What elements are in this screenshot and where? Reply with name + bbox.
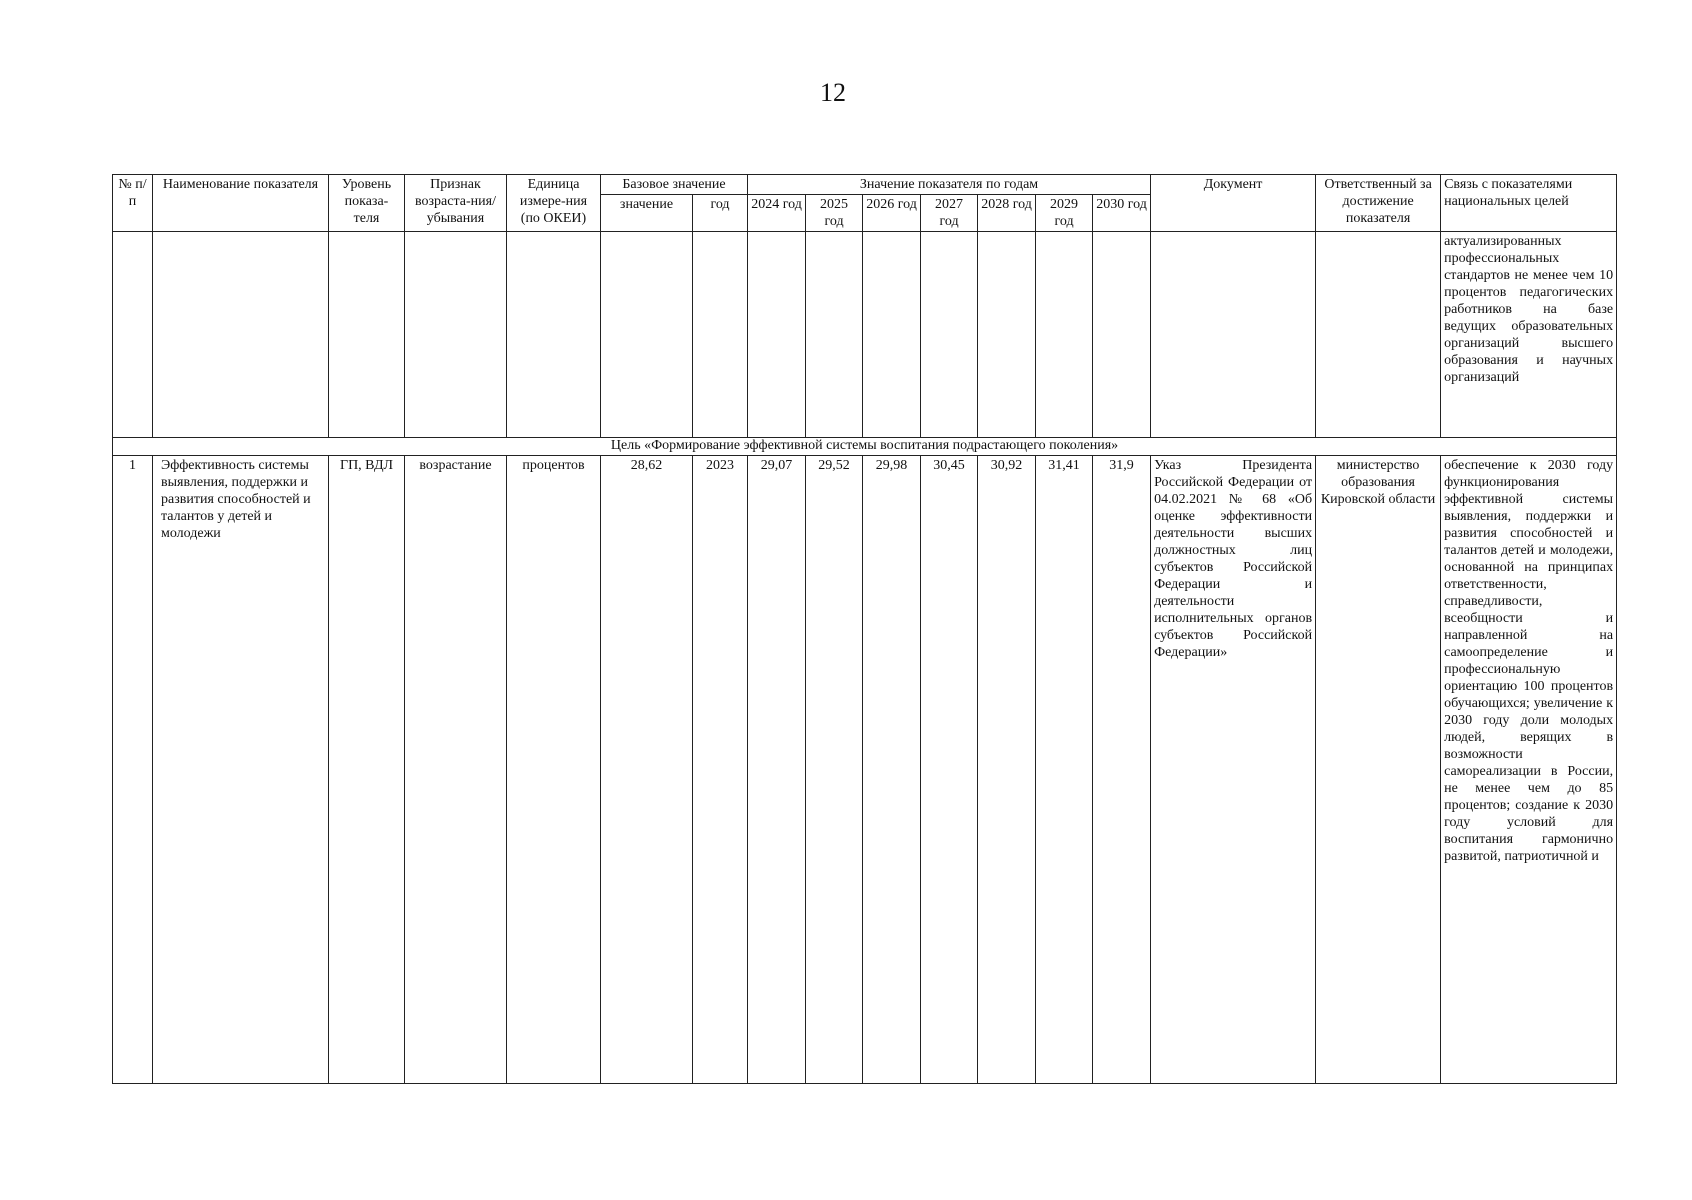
indicator-level: ГП, ВДЛ [329,456,405,1084]
table-row [113,456,1617,1084]
empty-cell [806,232,863,438]
continuation-link-text: актуализированных профессиональных стандартов не менее чем 10 процентов педагогических работников на базе ведущих образовательных организаций высшего образования и научных организаций [1441,232,1617,438]
header-year-2028: 2028 год [978,195,1036,232]
empty-cell [113,232,153,438]
value-2029: 31,41 [1036,456,1093,1084]
indicator-link: обеспечение к 2030 году функционирования эффективной системы выявления, поддержки и развития способностей и талантов детей и молодежи, основанной на принципах ответственности, справедливости, всеобщности и направленной на самоопределение и профессиональную ориентацию 100 процентов обучающихся; увеличение к 2030 году доли молодых людей, верящих в возможности самореализации в России, не менее чем до 85 процентов; создание к 2030 году условий для воспитания гармонично развитой, патриотичной и [1441,456,1617,1084]
goal-title: Цель «Формирование эффективной системы воспитания подрастающего поколения» [113,438,1617,456]
value-2026: 29,98 [863,456,921,1084]
header-responsible: Ответственный за достижение показателя [1316,175,1441,232]
header-unit: Единица измере-ния (по ОКЕИ) [507,175,601,232]
indicator-responsible: министерство образования Кировской области [1316,456,1441,1084]
header-year-2024: 2024 год [748,195,806,232]
empty-cell [153,232,329,438]
empty-cell [1316,232,1441,438]
empty-cell [601,232,693,438]
empty-cell [329,232,405,438]
header-year-2030: 2030 год [1093,195,1151,232]
value-2027: 30,45 [921,456,978,1084]
continuation-row [113,232,1617,438]
header-link: Связь с показателями национальных целей [1441,175,1617,232]
empty-cell [405,232,507,438]
empty-cell [978,232,1036,438]
value-2025: 29,52 [806,456,863,1084]
header-year-2025: 2025 год [806,195,863,232]
header-level: Уровень показа-теля [329,175,405,232]
header-name: Наименование показателя [153,175,329,232]
header-row-1 [113,175,1617,195]
header-num: № п/п [113,175,153,232]
header-base-group: Базовое значение [601,175,748,195]
header-base-value: значение [601,195,693,232]
empty-cell [507,232,601,438]
indicators-table [112,174,1617,1084]
page-number: 12 [820,78,846,107]
base-year: 2023 [693,456,748,1084]
header-base-year: год [693,195,748,232]
header-trend: Признак возраста-ния/ убывания [405,175,507,232]
empty-cell [748,232,806,438]
empty-cell [921,232,978,438]
goal-row [113,438,1617,456]
indicator-name: Эффективность системы выявления, поддержки и развития способностей и талантов у детей и молодежи [153,456,329,1084]
header-years-group: Значение показателя по годам [748,175,1151,195]
empty-cell [693,232,748,438]
empty-cell [1093,232,1151,438]
header-year-2027: 2027 год [921,195,978,232]
header-year-2029: 2029 год [1036,195,1093,232]
value-2028: 30,92 [978,456,1036,1084]
empty-cell [863,232,921,438]
indicator-unit: процентов [507,456,601,1084]
value-2024: 29,07 [748,456,806,1084]
header-year-2026: 2026 год [863,195,921,232]
value-2030: 31,9 [1093,456,1151,1084]
empty-cell [1151,232,1316,438]
indicator-document: Указ Президента Российской Федерации от 04.02.2021 № 68 «Об оценке эффективности деятельности высших должностных лиц субъектов Российской Федерации и деятельности исполнительных органов субъектов Российской Федерации» [1151,456,1316,1084]
base-value: 28,62 [601,456,693,1084]
empty-cell [1036,232,1093,438]
header-document: Документ [1151,175,1316,232]
indicator-trend: возрастание [405,456,507,1084]
row-num: 1 [113,456,153,1084]
